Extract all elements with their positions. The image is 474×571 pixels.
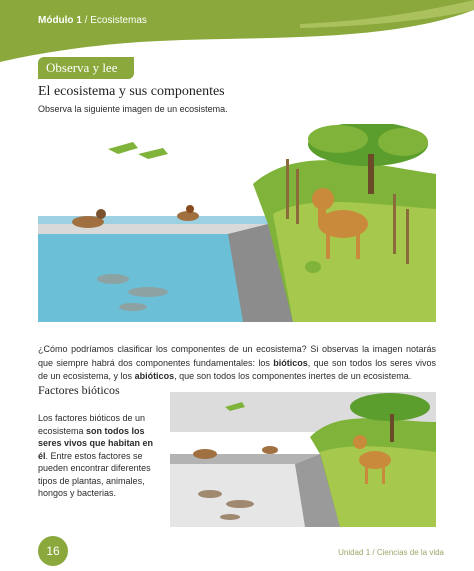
section-label: Ecosistemas — [90, 15, 147, 26]
unit-label: Unidad 1 — [338, 548, 371, 557]
footer-unit — [338, 548, 444, 557]
components-paragraph — [38, 343, 436, 384]
ecosystem-illustration — [38, 124, 436, 322]
paragraph-bold-abioticos: abióticos — [134, 371, 175, 381]
factores-text-1: Los factores bióticos de un ecosistema — [38, 413, 146, 436]
subject-label: Ciencias de la vida — [376, 548, 444, 557]
paragraph-text-1: ¿Cómo podríamos clasificar los componentes de un ecosistema? Si observas la imagen notarás que siempre habrá dos componentes fundamentales: los — [38, 344, 436, 368]
factores-text — [38, 412, 158, 500]
footer-separator: / — [370, 548, 377, 557]
biotic-factors-illustration — [170, 392, 436, 527]
header-band — [0, 0, 474, 62]
page-number: 16 — [38, 536, 68, 566]
page-title: El ecosistema y sus componentes — [38, 84, 225, 99]
paragraph-text-3: , que son todos los componentes inertes de un ecosistema. — [174, 371, 412, 381]
factores-title: Factores bióticos — [38, 383, 120, 397]
header-breadcrumb — [38, 15, 147, 26]
module-label: Módulo 1 — [38, 15, 82, 26]
paragraph-bold-bioticos: bióticos — [273, 357, 308, 368]
intro-text: Observa la siguiente imagen de un ecosistema. — [38, 104, 228, 114]
factores-bold: son todos los seres vivos que habitan en él — [38, 425, 154, 461]
section-tag: Observa y lee — [38, 57, 134, 79]
breadcrumb-separator: / — [81, 15, 91, 26]
paragraph-text-2: , que son todos los seres vivos de un ecosistema, y los — [38, 357, 436, 381]
factores-text-2: . Entre estos factores se pueden encontrar diferentes tipos de plantas, animales, hongos y bacterias. — [38, 450, 151, 498]
